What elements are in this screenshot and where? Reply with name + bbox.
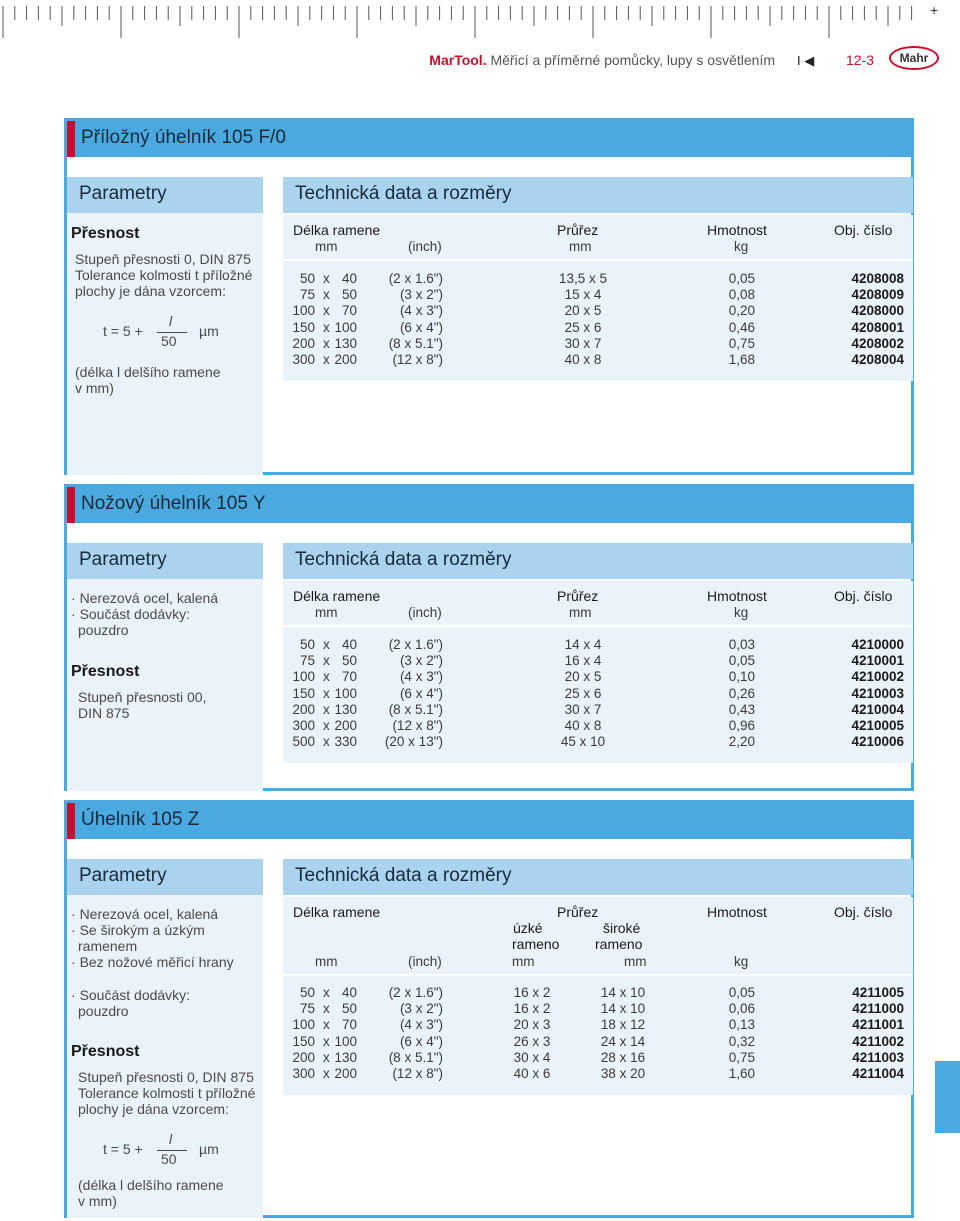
cell-length-a: 100	[292, 669, 315, 685]
col-header-length: Délka ramene	[293, 904, 381, 920]
params-heading: Parametry	[67, 543, 263, 579]
times-sign: x	[323, 1066, 330, 1081]
col-header-length: Délka ramene	[293, 222, 381, 238]
times-sign: x	[323, 637, 330, 652]
col-header-weight: Hmotnost	[707, 222, 767, 238]
cell-length-a: 75	[299, 1001, 315, 1017]
cell-order-number: 4208001	[851, 319, 904, 335]
cell-length-b: 200	[334, 718, 357, 733]
subheader-wide: rameno	[595, 936, 643, 952]
cell-length-b: 330	[334, 734, 357, 750]
cell-order-number: 4211004	[852, 1066, 904, 1081]
header-subtitle: Měřicí a příměrné pomůcky, lupy s osvětlením	[490, 52, 775, 68]
cell-section-wide: 14 x 10	[600, 1001, 646, 1017]
cell-length-a: 75	[299, 653, 315, 669]
brand-name: MarTool.	[429, 52, 487, 68]
unit-kg: kg	[734, 954, 749, 969]
cell-length-b: 70	[341, 1017, 357, 1033]
precision-label: Přesnost	[71, 1043, 140, 1060]
cell-length-b: 200	[334, 352, 357, 367]
cell-weight: 0,43	[728, 701, 755, 717]
unit-inch: (inch)	[408, 239, 442, 254]
times-sign: x	[323, 653, 330, 669]
times-sign: x	[323, 303, 330, 319]
precision-label: Přesnost	[71, 225, 140, 242]
params-line: Tolerance kolmosti t příložné	[78, 1085, 256, 1101]
cell-order-number: 4211001	[852, 1017, 904, 1033]
times-sign: x	[323, 734, 330, 750]
cell-length-a: 150	[292, 685, 315, 701]
cell-inch: (4 x 3")	[399, 669, 443, 685]
times-sign: x	[323, 287, 330, 303]
col-header-order: Obj. číslo	[834, 588, 893, 604]
cell-weight: 0,05	[728, 271, 755, 286]
cell-section-narrow: 16 x 2	[513, 985, 551, 1000]
params-heading: Parametry	[67, 177, 263, 213]
cell-section-narrow: 26 x 3	[513, 1033, 551, 1049]
cell-section: 20 x 5	[564, 303, 602, 319]
params-note: (délka l delšího ramene	[75, 364, 221, 380]
times-sign: x	[323, 1001, 330, 1017]
times-sign: x	[323, 1033, 330, 1049]
page-header	[0, 50, 960, 70]
params-note: v mm)	[78, 1193, 117, 1209]
times-sign: x	[323, 701, 330, 717]
unit-section-mm: mm	[569, 605, 592, 620]
unit-section-mm: mm	[512, 954, 535, 969]
col-header-length: Délka ramene	[293, 588, 381, 604]
cell-length-b: 50	[341, 1001, 357, 1017]
data-table	[283, 897, 913, 1095]
cell-inch: (4 x 3")	[399, 303, 443, 319]
tech-heading: Technická data a rozměry	[283, 859, 913, 895]
cell-section-narrow: 40 x 6	[513, 1066, 551, 1081]
times-sign: x	[323, 718, 330, 733]
cell-length-a: 50	[299, 271, 315, 286]
subheader-narrow: úzké	[513, 920, 543, 936]
unit-inch: (inch)	[408, 954, 442, 969]
page-number: 12-3	[846, 52, 875, 68]
table-divider	[283, 259, 913, 261]
params-line: pouzdro	[78, 1003, 129, 1019]
times-sign: x	[323, 985, 330, 1000]
cell-length-a: 150	[292, 319, 315, 335]
cell-inch: (3 x 2")	[399, 653, 443, 669]
tech-heading: Technická data a rozměry	[283, 543, 913, 579]
cell-weight: 0,05	[728, 653, 755, 669]
cell-weight: 0,75	[728, 335, 755, 351]
cell-section: 30 x 7	[564, 701, 602, 717]
cell-length-a: 300	[292, 718, 315, 733]
cell-section: 40 x 8	[564, 352, 602, 367]
col-header-order: Obj. číslo	[834, 222, 893, 238]
section-priložny-uhelnik	[64, 118, 914, 475]
cell-section-wide: 18 x 12	[600, 1017, 646, 1033]
section-title-bar	[67, 803, 911, 839]
cell-order-number: 4211000	[852, 1001, 904, 1017]
params-bullet: · Se širokým a úzkým	[71, 922, 205, 938]
params-line: DIN 875	[78, 705, 130, 721]
cell-order-number: 4210005	[851, 718, 904, 733]
times-sign: x	[323, 335, 330, 351]
cell-inch: (6 x 4")	[399, 685, 443, 701]
unit-kg: kg	[734, 605, 749, 620]
cell-length-b: 50	[341, 287, 357, 303]
cell-order-number: 4208009	[851, 287, 904, 303]
cell-weight: 0,08	[728, 287, 755, 303]
cell-length-a: 100	[292, 1017, 315, 1033]
params-line: plochy je dána vzorcem:	[75, 283, 226, 299]
formula-numerator: l	[169, 1131, 173, 1147]
table-divider	[283, 974, 913, 976]
params-heading: Parametry	[67, 859, 263, 895]
cell-inch: (12 x 8")	[392, 1066, 443, 1081]
cell-length-b: 100	[334, 1033, 357, 1049]
cell-section-narrow: 16 x 2	[513, 1001, 551, 1017]
cell-length-a: 50	[299, 637, 315, 652]
header-title	[429, 52, 775, 68]
cell-inch: (3 x 2")	[399, 287, 443, 303]
cell-section: 13,5 x 5	[558, 271, 608, 286]
cell-length-a: 150	[292, 1033, 315, 1049]
cell-weight: 0,13	[728, 1017, 755, 1033]
data-table	[283, 215, 913, 381]
cell-inch: (2 x 1.6")	[388, 271, 443, 286]
cell-length-a: 300	[292, 352, 315, 367]
cell-weight: 0,96	[728, 718, 755, 733]
table-divider	[283, 625, 913, 627]
section-title-bar	[67, 121, 911, 157]
cell-length-b: 130	[334, 1049, 357, 1065]
crop-mark: +	[930, 2, 939, 18]
cell-section: 25 x 6	[564, 319, 602, 335]
params-bullet: · Bez nožové měřicí hrany	[71, 954, 234, 970]
params-line: ramenem	[78, 938, 138, 954]
cell-weight: 0,32	[728, 1033, 755, 1049]
times-sign: x	[323, 669, 330, 685]
cell-length-b: 70	[341, 303, 357, 319]
precision-label: Přesnost	[71, 663, 140, 680]
formula-unit: µm	[199, 323, 219, 339]
params-line: plochy je dána vzorcem:	[78, 1101, 229, 1117]
cell-order-number: 4211005	[852, 985, 904, 1000]
params-line: Stupeň přesnosti 0, DIN 875	[75, 251, 251, 267]
cell-weight: 0,03	[728, 637, 755, 652]
unit-mm: mm	[315, 954, 338, 969]
cell-length-b: 130	[334, 335, 357, 351]
cell-section-wide: 28 x 16	[600, 1049, 646, 1065]
formula-numerator: l	[169, 313, 173, 329]
formula-denominator: 50	[161, 1151, 177, 1167]
cell-length-b: 100	[334, 685, 357, 701]
cell-weight: 2,20	[728, 734, 755, 750]
params-bullet: · Součást dodávky:	[71, 606, 191, 622]
col-header-section: Průřez	[557, 588, 599, 604]
cell-length-a: 100	[292, 303, 315, 319]
title-accent	[67, 803, 75, 839]
page-ruler	[0, 0, 960, 40]
unit-mm: mm	[315, 605, 338, 620]
cell-length-a: 200	[292, 1049, 315, 1065]
cell-order-number: 4211003	[852, 1049, 904, 1065]
cell-inch: (2 x 1.6")	[388, 637, 443, 652]
params-bullet: · Součást dodávky:	[71, 987, 191, 1003]
cell-section-wide: 38 x 20	[600, 1066, 646, 1081]
cell-order-number: 4210001	[851, 653, 904, 669]
cell-weight: 0,26	[728, 685, 755, 701]
cell-section-wide: 14 x 10	[600, 985, 646, 1000]
cell-length-b: 130	[334, 701, 357, 717]
params-note: v mm)	[75, 380, 114, 396]
cell-inch: (4 x 3")	[399, 1017, 443, 1033]
params-line: Tolerance kolmosti t příložné	[75, 267, 253, 283]
cell-order-number: 4208000	[851, 303, 904, 319]
cell-length-a: 50	[299, 985, 315, 1000]
times-sign: x	[323, 271, 330, 286]
formula-denominator: 50	[161, 333, 177, 349]
cell-weight: 1,68	[728, 352, 755, 367]
cell-section: 16 x 4	[564, 653, 602, 669]
cell-length-b: 50	[341, 653, 357, 669]
section-title: Příložný úhelník 105 F/0	[81, 127, 286, 148]
cell-inch: (12 x 8")	[392, 718, 443, 733]
cell-order-number: 4208004	[851, 352, 904, 367]
cell-order-number: 4211002	[852, 1033, 904, 1049]
section-title: Nožový úhelník 105 Y	[81, 493, 266, 514]
formula-lhs: t = 5 +	[103, 1141, 143, 1157]
cell-length-b: 70	[341, 669, 357, 685]
title-accent	[67, 487, 75, 523]
tech-heading: Technická data a rozměry	[283, 177, 913, 213]
cell-weight: 0,10	[728, 669, 755, 685]
unit-inch: (inch)	[408, 605, 442, 620]
params-bullet: · Nerezová ocel, kalená	[71, 906, 219, 922]
formula-unit: µm	[199, 1141, 219, 1157]
data-table	[283, 581, 913, 763]
formula-lhs: t = 5 +	[103, 323, 143, 339]
cell-weight: 0,05	[728, 985, 755, 1000]
cell-inch: (3 x 2")	[399, 1001, 443, 1017]
cell-length-a: 200	[292, 701, 315, 717]
cell-length-b: 40	[341, 985, 357, 1000]
params-line: pouzdro	[78, 622, 129, 638]
tolerance-formula	[103, 313, 253, 353]
unit-section-mm: mm	[569, 239, 592, 254]
cell-inch: (8 x 5.1")	[388, 701, 443, 717]
cell-order-number: 4210000	[851, 637, 904, 652]
cell-section: 30 x 7	[564, 335, 602, 351]
params-note: (délka l delšího ramene	[78, 1177, 224, 1193]
subheader-wide: široké	[603, 920, 641, 936]
col-header-weight: Hmotnost	[707, 904, 767, 920]
title-accent	[67, 121, 75, 157]
cell-weight: 0,46	[728, 319, 755, 335]
cell-length-b: 100	[334, 319, 357, 335]
cell-weight: 1,60	[728, 1066, 755, 1081]
cell-section: 14 x 4	[564, 637, 602, 652]
cell-section: 45 x 10	[560, 734, 606, 750]
section-nozovy-uhelnik	[64, 484, 914, 791]
times-sign: x	[323, 1017, 330, 1033]
cell-inch: (12 x 8")	[392, 352, 443, 367]
section-title: Úhelník 105 Z	[81, 809, 200, 830]
mahr-logo: Mahr	[889, 46, 939, 70]
col-header-section: Průřez	[557, 904, 599, 920]
cell-order-number: 4208008	[851, 271, 904, 286]
unit-kg: kg	[734, 239, 749, 254]
section-uhelnik-z	[64, 800, 914, 1218]
cell-inch: (8 x 5.1")	[388, 1049, 443, 1065]
cell-length-a: 500	[292, 734, 315, 750]
cell-section-narrow: 20 x 3	[513, 1017, 551, 1033]
cell-weight: 0,06	[728, 1001, 755, 1017]
cell-section-narrow: 30 x 4	[513, 1049, 551, 1065]
col-header-section: Průřez	[557, 222, 599, 238]
chapter-marker: I ◀	[797, 53, 815, 68]
unit-section-mm: mm	[624, 954, 647, 969]
cell-section: 40 x 8	[564, 718, 602, 733]
cell-order-number: 4210002	[851, 669, 904, 685]
cell-order-number: 4210006	[851, 734, 904, 750]
tolerance-formula	[103, 1131, 253, 1171]
cell-length-a: 75	[299, 287, 315, 303]
cell-inch: (2 x 1.6")	[388, 985, 443, 1000]
times-sign: x	[323, 685, 330, 701]
times-sign: x	[323, 1049, 330, 1065]
cell-inch: (20 x 13")	[384, 734, 443, 750]
col-header-weight: Hmotnost	[707, 588, 767, 604]
cell-inch: (8 x 5.1")	[388, 335, 443, 351]
cell-section: 20 x 5	[564, 669, 602, 685]
cell-inch: (6 x 4")	[399, 1033, 443, 1049]
cell-weight: 0,75	[728, 1049, 755, 1065]
times-sign: x	[323, 319, 330, 335]
section-title-bar	[67, 487, 911, 523]
cell-length-a: 300	[292, 1066, 315, 1081]
cell-length-b: 200	[334, 1066, 357, 1081]
cell-section: 15 x 4	[564, 287, 602, 303]
cell-order-number: 4208002	[851, 335, 904, 351]
cell-length-b: 40	[341, 637, 357, 652]
chapter-tab	[935, 1061, 960, 1133]
cell-order-number: 4210004	[851, 701, 904, 717]
cell-weight: 0,20	[728, 303, 755, 319]
col-header-order: Obj. číslo	[834, 904, 893, 920]
cell-section-wide: 24 x 14	[600, 1033, 646, 1049]
cell-length-b: 40	[341, 271, 357, 286]
params-bullet: · Nerezová ocel, kalená	[71, 590, 219, 606]
cell-inch: (6 x 4")	[399, 319, 443, 335]
cell-order-number: 4210003	[851, 685, 904, 701]
params-line: Stupeň přesnosti 0, DIN 875	[78, 1069, 254, 1085]
cell-length-a: 200	[292, 335, 315, 351]
cell-section: 25 x 6	[564, 685, 602, 701]
unit-mm: mm	[315, 239, 338, 254]
times-sign: x	[323, 352, 330, 367]
subheader-narrow: rameno	[512, 936, 560, 952]
params-line: Stupeň přesnosti 00,	[78, 689, 207, 705]
